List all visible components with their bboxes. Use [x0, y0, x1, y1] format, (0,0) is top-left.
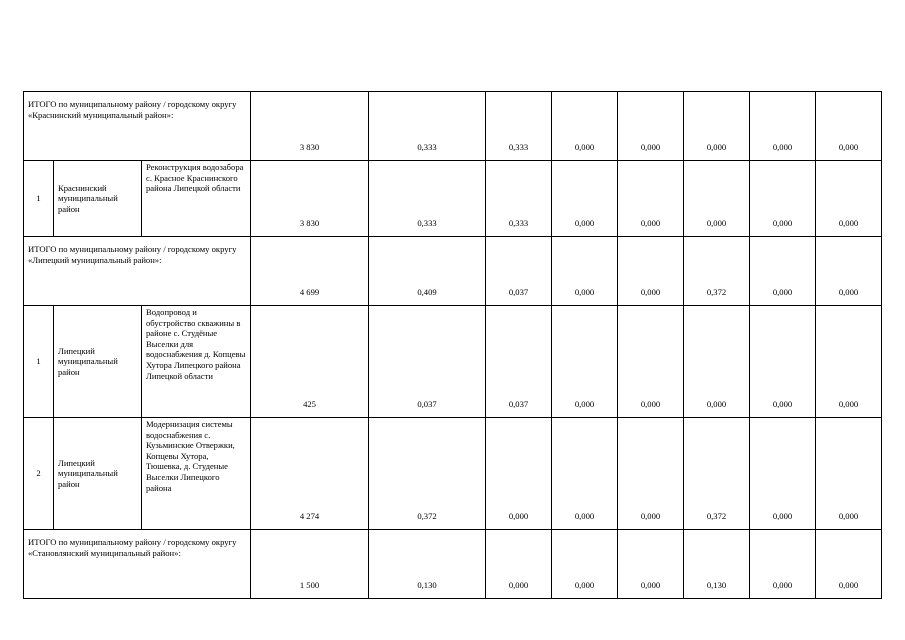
- total-label: ИТОГО по муниципальному району / городскому округу «Краснинский муниципальный район»:: [24, 92, 251, 161]
- value-cell: 0,000: [816, 237, 882, 306]
- value-cell: 0,037: [486, 237, 552, 306]
- value-cell: 0,000: [618, 161, 684, 237]
- value-cell: 0,000: [816, 418, 882, 530]
- value-cell: 0,000: [486, 418, 552, 530]
- value-cell: 1 500: [251, 530, 369, 599]
- row-index: 1: [24, 161, 54, 237]
- object-name: Реконструкция водозабора с. Красное Краснинского района Липецкой области: [142, 161, 251, 237]
- total-label: ИТОГО по муниципальному району / городскому округу «Липецкий муниципальный район»:: [24, 237, 251, 306]
- total-row: [24, 237, 882, 306]
- value-cell: 0,000: [618, 92, 684, 161]
- value-cell: 4 274: [251, 418, 369, 530]
- municipality-name: Липецкий муниципальный район: [54, 418, 142, 530]
- value-cell: 0,000: [552, 530, 618, 599]
- value-cell: 0,000: [486, 530, 552, 599]
- value-cell: 0,000: [618, 418, 684, 530]
- value-cell: 0,000: [816, 92, 882, 161]
- value-cell: 0,333: [486, 92, 552, 161]
- value-cell: 0,000: [816, 161, 882, 237]
- value-cell: 0,372: [684, 418, 750, 530]
- value-cell: 0,000: [618, 530, 684, 599]
- value-cell: 0,130: [684, 530, 750, 599]
- value-cell: 0,000: [750, 418, 816, 530]
- value-cell: 0,000: [552, 161, 618, 237]
- value-cell: 0,372: [369, 418, 486, 530]
- row-index: 1: [24, 306, 54, 418]
- value-cell: 0,037: [369, 306, 486, 418]
- value-cell: 0,000: [552, 306, 618, 418]
- value-cell: 0,000: [684, 92, 750, 161]
- table-body: [24, 92, 882, 599]
- value-cell: 0,000: [816, 530, 882, 599]
- value-cell: 0,000: [552, 418, 618, 530]
- funding-table: [23, 91, 882, 599]
- object-name: Модернизация системы водоснабжения с. Кузьминские Отвержки, Копцевы Хутора, Тюшевка, д. Студеные Выселки Липецкого района: [142, 418, 251, 530]
- value-cell: 0,000: [684, 161, 750, 237]
- value-cell: 0,333: [369, 92, 486, 161]
- value-cell: 0,000: [552, 237, 618, 306]
- total-label: ИТОГО по муниципальному району / городскому округу «Становлянский муниципальный район»:: [24, 530, 251, 599]
- total-row: [24, 92, 882, 161]
- table-row: [24, 161, 882, 237]
- value-cell: 0,000: [750, 161, 816, 237]
- table-row: [24, 306, 882, 418]
- table-row: [24, 418, 882, 530]
- value-cell: 0,130: [369, 530, 486, 599]
- object-name: Водопровод и обустройство скважины в районе с. Студёные Выселки для водоснабжения д. Копцевы Хутора Липецкого района Липецкой области: [142, 306, 251, 418]
- value-cell: 0,000: [750, 92, 816, 161]
- value-cell: 0,000: [816, 306, 882, 418]
- value-cell: 0,000: [750, 237, 816, 306]
- value-cell: 0,000: [750, 530, 816, 599]
- value-cell: 0,000: [552, 92, 618, 161]
- value-cell: 0,372: [684, 237, 750, 306]
- value-cell: 3 830: [251, 92, 369, 161]
- value-cell: 0,000: [750, 306, 816, 418]
- total-row: [24, 530, 882, 599]
- value-cell: 0,409: [369, 237, 486, 306]
- value-cell: 3 830: [251, 161, 369, 237]
- value-cell: 0,333: [369, 161, 486, 237]
- value-cell: 0,037: [486, 306, 552, 418]
- value-cell: 0,000: [618, 306, 684, 418]
- value-cell: 0,333: [486, 161, 552, 237]
- value-cell: 0,000: [618, 237, 684, 306]
- municipality-name: Краснинский муниципальный район: [54, 161, 142, 237]
- value-cell: 0,000: [684, 306, 750, 418]
- value-cell: 4 699: [251, 237, 369, 306]
- value-cell: 425: [251, 306, 369, 418]
- municipality-name: Липецкий муниципальный район: [54, 306, 142, 418]
- row-index: 2: [24, 418, 54, 530]
